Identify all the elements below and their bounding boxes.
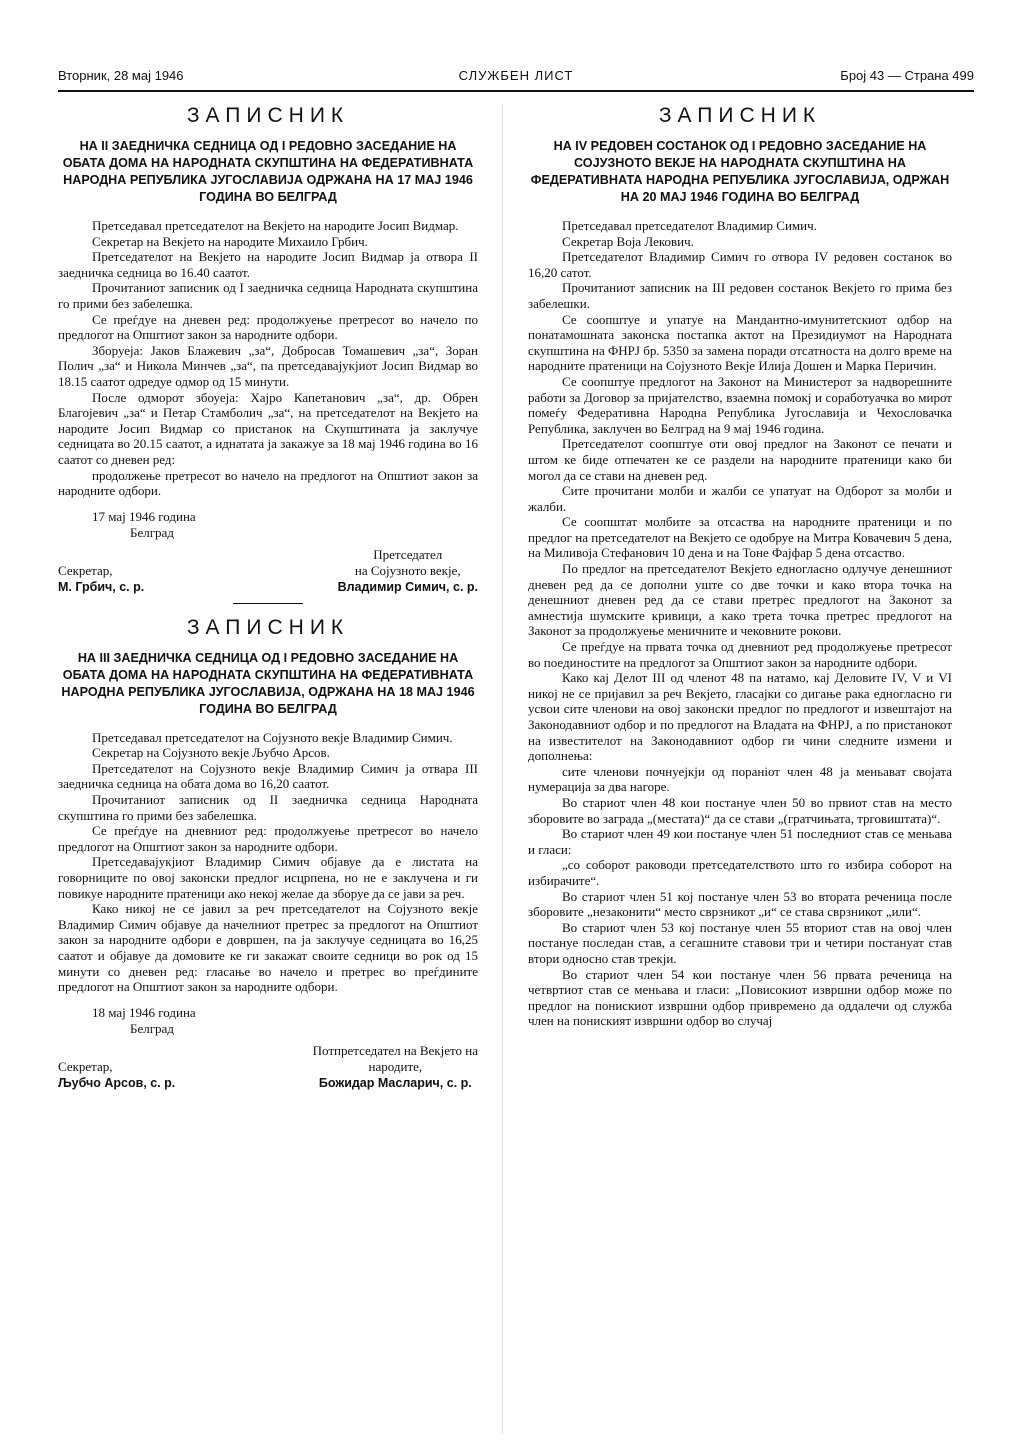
record-3	[528, 104, 952, 1029]
paragraph: По предлог на претседателот Векјето едногласно одлучуе денешниот дневен ред да се дополни уште со две точки и како втора точка на денешниот дневен ред да се стави претрес предлогот на Законот за амнестија шумските кривици, а како трета точка претрес предлогот на Законот за продолжуење меничните и чековните рокови.	[528, 561, 952, 639]
header-issue-page: Број 43 — Страна 499	[840, 68, 974, 83]
signature-city: Белград	[130, 524, 174, 540]
paragraph: Прочитаниот записник од II заедничка седница Народната скупштина го прими без забелешка.	[58, 792, 478, 823]
signature-city: Белград	[130, 1020, 174, 1036]
signature-date: 17 мај 1946 година	[92, 508, 196, 524]
record-title: ЗАПИСНИК	[186, 615, 350, 639]
paragraph: Прочитаниот записник на III редовен состанок Векјето го прима без забелешки.	[528, 280, 952, 311]
paragraph: Претседателот соопштуе оти овој предлог на Законот се печати и штом ке биде отпечатен ке се раздели на народните пратеници како би могол да се стави на дневен ред.	[528, 436, 952, 483]
paragraph: Зборуеја: Јаков Блажевич „за“, Добросав Томашевич „за“, Зоран Полич „за“ и Никола Минчев „за“, па претседавајукјиот Јосип Видмар во 18.15 саатот одредуе одмор од 15 минути.	[58, 342, 478, 389]
paragraph: Во стариот член 51 кој постануе член 53 во втората реченица после зборовите „незаконити“ место сврзникот „и“ се става сврзникот „или“.	[528, 888, 952, 920]
paragraph: Се соопштуе и упатуе на Мандантно-имунитетскиот одбор на понатамошната законска постапка актот на Президиумот на Народната скупштина на ФНРЈ бр. 5350 за замена поради отсатноста на долго време на народните пратеници на Сојузното Векје Илија Дошен и Марка Перичин.	[528, 311, 952, 374]
secretary-name: М. Грбич, с. р.	[58, 579, 145, 594]
record-subtitle: НА IV РЕДОВЕН СОСТАНОК ОД I РЕДОВНО ЗАСЕДАНИЕ НА СОЈУЗНОТО ВЕКЈЕ НА НАРОДНАТА СКУПШТИНА НА ФЕДЕРАТИВНАТА НАРОДНА РЕПУБЛИКА ЈУГОСЛАВИЈА, ОДРЖАН НА 20 МАЈ 1946 ГОДИНА ВО БЕЛГРАД	[530, 139, 950, 204]
paragraph: Во стариот член 53 кој постануе член 55 вториот став на овој член постануе последан став, а сегашните ставови три и четири постануат став втори односно став трекји.	[528, 919, 952, 966]
paragraph: Прочитаниот записник од I заедничка седница Народната скупштина го прими без забелешка.	[58, 280, 478, 311]
president-label-2: народите,	[368, 1058, 423, 1074]
paragraph: После одморот збоуеја: Хајро Капетанович „за“, др. Обрен Благојевич „за“ и Петар Стамболич „за“, на претседателот на Векјето на народите Јосип Видмар со пристанок на Скупштината ја заклучуе седницата во 20.15 саатот, а иднатата ја закажуе за 18 мај 1946 година во 16 саатот со дневен ред:	[58, 389, 478, 467]
signature-date: 18 мај 1946 година	[92, 1004, 196, 1020]
paragraph: Се соопштат молбите за отсаства на народните пратеници и по предлог на претседателот на Векјето се одобруе на Митра Ковачевич 5 дена, на Миливоја Стефанович 10 дена и на Тоне Фајфар 5 дена отсаство.	[528, 514, 952, 561]
president-label: Претседател	[373, 546, 443, 562]
paragraph: Се соопштуе предлогот на Законот на Министерот за надворешните работи за Договор за пријателство, взаемна помокј и соработуачка во мирот помеѓу Федеративна Народна Република Југославија и Чехословачка Република, заклучен во Белград на 9 мај 1946 година.	[528, 373, 952, 436]
president-name: Владимир Симич, с. р.	[337, 579, 478, 594]
paragraph: Претседавал претседателот Владимир Симич.	[562, 218, 817, 233]
paragraph: продолжење претресот во начело на предлогот на Општиот закон за народните одбори.	[58, 467, 478, 499]
secretary-label: Секретар,	[58, 1058, 113, 1074]
paragraph: Во стариот член 49 кои постануе член 51 последниот став се меньава и гласи:	[528, 826, 952, 857]
secretary-signature	[58, 1059, 175, 1091]
header-date: Вторник, 28 мај 1946	[58, 68, 184, 83]
paragraph: Како никој не се јавил за реч претседателот на Сојузното векје Владимир Симич објавуе да начелниот претрес за предлогот на Општиот закон за народните одбори е довршен, па ја заклучуе седницата во 16,25 саатот и објавуе да домовите ке ги закажат своите седници во рок од 15 минути со дневен ред: гласање во начело и претрес во преѓдините предлогот на Општиот закон за народните одбори.	[58, 901, 478, 995]
signature-block	[58, 1005, 478, 1091]
record-1	[58, 104, 478, 595]
paragraph: Претседавал претседателот на Сојузното векје Владимир Симич.	[92, 729, 453, 745]
paragraph: сите членови почнуејкји од поранiот член 48 ја меньават својата нумерација за два нагоре.	[528, 763, 952, 795]
paragraph: Секретар на Сојузното векје Љубчо Арсов.	[92, 745, 330, 761]
president-signature	[338, 547, 478, 595]
paragraph: Секретар Воја Лекович.	[562, 233, 694, 249]
president-label: Потпретседател на Векјето на	[312, 1042, 478, 1058]
paragraph: „со соборот раководи претседателството што го избира соборот на избирачите“.	[528, 857, 952, 888]
paragraph: Претседателот на Векјето на народите Јосип Видмар ја отвора II заедничка седница во 16.40 саатот.	[58, 249, 478, 280]
president-signature	[313, 1043, 478, 1091]
column-divider	[502, 104, 503, 1434]
secretary-signature	[58, 563, 144, 595]
paragraph: Се преѓдуе на дневен ред: продолжуење претресот во начело по предлогот на Општиот закон за народните одбори.	[58, 311, 478, 343]
paragraph: Секретар на Векјето на народите Михаило Грбич.	[92, 233, 368, 249]
paragraph: Сите прочитани молби и жалби се упатуат на Одборот за молби и жалби.	[528, 483, 952, 514]
paragraph: Се преѓдуе на дневниот ред: продолжуење претресот во начело предлогот на Општиот закон за народните одбори.	[58, 823, 478, 854]
record-subtitle: НА III ЗАЕДНИЧКА СЕДНИЦА ОД I РЕДОВНО ЗАСЕДАНИЕ НА ОБАТА ДОМА НА НАРОДНАТА СКУПШТИНА НА ФЕДЕРАТИВНАТА НАРОДНА РЕПУБЛИКА ЈУГОСЛАВИЈА, ОДРЖАНА НА 18 МАЈ 1946 ГОДИНА ВО БЕЛГРАД	[61, 650, 475, 716]
paragraph: Претседателот на Сојузното векје Владимир Симич ја отвара III заедничка седница на обата дома во 16,20 саатот.	[58, 760, 478, 792]
president-label-2: на Сојузното векје,	[354, 562, 461, 578]
paragraph: Претседавајукјиот Владимир Симич објавуе да е листата на говорниците по овој законски предлог исцрпена, но не е заклучена и ги повикуе народните пратеници ако некој желае да зборуе да се јави за реч.	[58, 854, 478, 901]
header-publication: СЛУЖБЕН ЛИСТ	[458, 68, 574, 83]
signature-block	[58, 509, 478, 595]
paragraph: Се преѓдуе на првата точка од дневниот ред продолжуење претресот во поединостите на предлогот за Општиот закон за народните одбори.	[528, 639, 952, 670]
paragraph: Претседателот Владимир Симич го отвора IV редовен состанок во 16,20 сатот.	[528, 249, 952, 280]
right-column	[528, 104, 952, 1029]
paragraph: Во стариот член 48 кои постануе член 50 во првиот став на место зборовите во заграда „(местата)“ да се стави „(гратчињата, трговиштата)“.	[528, 794, 952, 826]
record-title: ЗАПИСНИК	[186, 104, 350, 127]
signature-row	[58, 1043, 478, 1091]
paragraph: Претседавал претседателот на Векјето на народите Јосип Видмар.	[92, 218, 459, 233]
left-column	[58, 104, 478, 1091]
section-divider	[233, 603, 303, 604]
secretary-name: Љубчо Арсов, с. р.	[58, 1075, 176, 1090]
record-title: ЗАПИСНИК	[658, 104, 822, 127]
record-subtitle: НА II ЗАЕДНИЧКА СЕДНИЦА ОД I РЕДОВНО ЗАСЕДАНИЕ НА ОБАТА ДОМА НА НАРОДНАТА СКУПШТИНА НА ФЕДЕРАТИВНАТА НАРОДНА РЕПУБЛИКА ЈУГОСЛАВИЈА ОДРЖАНА НА 17 МАЈ 1946 ГОДИНА ВО БЕЛГРАД	[62, 139, 474, 204]
record-2	[58, 616, 478, 1091]
paragraph: Како кај Делот III од членот 48 па натамо, кај Деловите IV, V и VI никој не се пријавил за реч Векјето, гласајки со дигање рака едногласно ги усвои сите членови на овој законски предлог по предлогот и извештајот на Законодавниот одбор и по предлогот на Владата на ФНРЈ, а по пристанокот на известителот на Законодавниот одбор ги чини следните измени и дополнења:	[528, 670, 952, 764]
president-name: Божидар Масларич, с. р.	[318, 1075, 472, 1090]
page-header	[58, 64, 974, 92]
signature-row	[58, 547, 478, 595]
secretary-label: Секретар,	[58, 562, 113, 578]
paragraph: Во стариот член 54 кои постануе член 56 првата реченица на четвртиот став се меньава и гласи: „Повисокиот извршни одбор може по предлог на понискиот извршни одбор привремено да оддалечи од служба член на пониският извршни одбор во случај	[528, 966, 952, 1029]
